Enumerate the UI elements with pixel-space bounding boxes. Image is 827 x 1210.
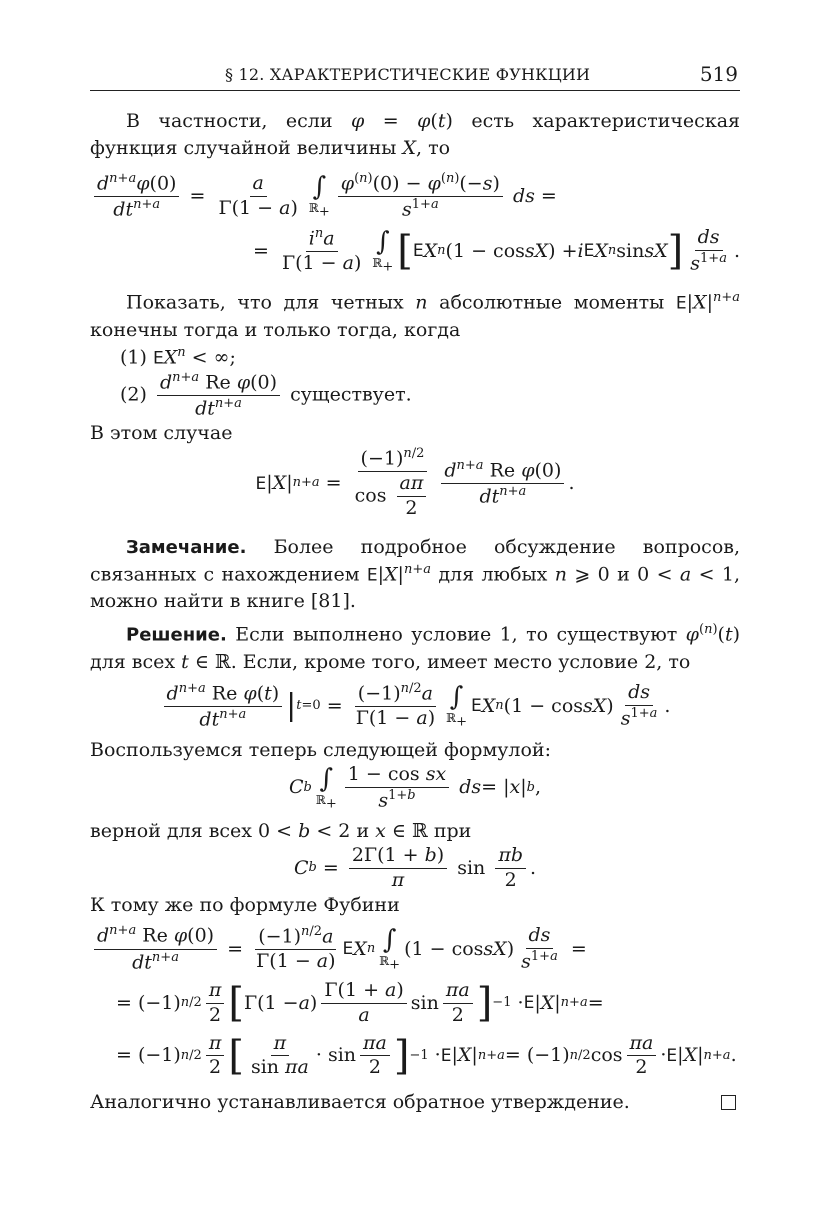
equation-absolute-moment: E | X | n+a = $(-1)^{n/2}$ cos $\frac{a\pi}{2}$ $\frac{d^{n+a} Re \varphi(0)}{dt^{n+a}}$ . xyxy=(255,446,575,520)
qed-square-icon xyxy=(721,1095,736,1110)
conclusion-block xyxy=(90,1089,740,1116)
equation-cb-value: C b = $\frac{2\Gamma(1 + b)}{\pi}$ sin $\frac{\pi b}{2}$ . xyxy=(293,843,537,891)
equation-derivative-integral: $\frac{d^{n+a}\varphi(0)}{dt^{n+a}}$ = $\frac{a}{\Gamma(1 - a)}$ ∫ ℝ$_+$ $\frac{\varphi^{(n)}(0) - \varphi^{(n)}(-s)}{s^{1+a}}$ ds = xyxy=(90,172,740,221)
task-paragraph: Показать, что для четных n абсолютные моменты $E|X|^{n+a}$ конечны тогда и только тогда, когда xyxy=(90,290,741,341)
equation-fubini-1: $\frac{d^{n+a} Re \varphi(0)}{dt^{n+a}}$ = $\frac{(-1)^{n/2}a}{\Gamma(1 - a)}$ E X n ∫ ℝ$_+$ (1 − cos sX ) $\frac{ds}{s^{1+a}}$ = xyxy=(90,924,740,973)
page-number: 519 xyxy=(699,62,738,86)
page-header xyxy=(90,58,740,91)
equation-fubini-3: = (−1) n/2 $\frac{\pi}{2}$ [ $\frac{\pi}{\text{sin πa}}$ · sin $\frac{\pi a}{2}$ ] −1 · E | X | n+a = (−1) n/2 cos $\frac{\pi a}{2}$ · E | X | n+a . xyxy=(116,1031,737,1079)
intro-paragraph: В частности, если φ = φ(t) есть характеристическая функция случайной величины X, то xyxy=(90,110,741,159)
equation-cb-integral: C b ∫ ℝ$_+$ $\frac{\text{1 − cos sx}}{s^{1+b}}$ ds = | x | b , xyxy=(288,762,542,812)
page-body xyxy=(90,108,740,1116)
validity-line: верной для всех 0 < b < 2 и x ∈ ℝ при xyxy=(90,819,472,842)
running-title: § 12. ХАРАКТЕРИСТИЧЕСКИЕ ФУНКЦИИ xyxy=(225,65,591,84)
equation-real-part: $\frac{d^{n+a} Re \varphi(t)}{dt^{n+a}}$ | t=0 = $\frac{(-1)^{n/2}a}{\Gamma(1 - a)}$ ∫ ℝ$_+$ E X n (1 − cos sX ) $\frac{ds}{s^{1+a}}$ . xyxy=(90,682,740,731)
equation-derivative-integral-cont: = $\frac{i^na}{\Gamma(1 - a)}$ ∫ ℝ$_+$ [ E X n (1 − cos sX ) + i E X n sin sX ] $\frac{ds}{s^{1+a}}$ . xyxy=(252,226,740,275)
condition-2: (2) $\frac{d^{n+a} Re \varphi(0)}{dt^{n+a}}$ существует. xyxy=(120,369,412,420)
use-formula: Воспользуемся теперь следующей формулой: xyxy=(90,738,551,761)
remark-paragraph: Замечание. Более подробное обсуждение вопросов, связанных с нахождением $E|X|^{n+a}$ для любых n ⩾ 0 и 0 < a < 1, можно найти в книге [81]. xyxy=(90,536,741,613)
fubini-line: К тому же по формуле Фубини xyxy=(90,893,400,916)
conclusion-line: Аналогично устанавливается обратное утверждение. xyxy=(90,1091,630,1114)
solution-paragraph: Решение. Если выполнено условие 1, то существуют $\varphi^{(n)}(t)$ для всех t ∈ ℝ. Если, кроме того, имеет место условие 2, то xyxy=(90,622,740,673)
in-this-case: В этом случае xyxy=(90,422,233,445)
condition-1: (1) $EX^n$ < ∞; xyxy=(120,344,236,368)
equation-fubini-2: = (−1) n/2 $\frac{\pi}{2}$ [ Γ(1 − a ) $\frac{\Gamma(1 + a)}{a}$ sin $\frac{\pi a}{2}$ ] −1 · E | X | n+a = xyxy=(116,978,604,1027)
